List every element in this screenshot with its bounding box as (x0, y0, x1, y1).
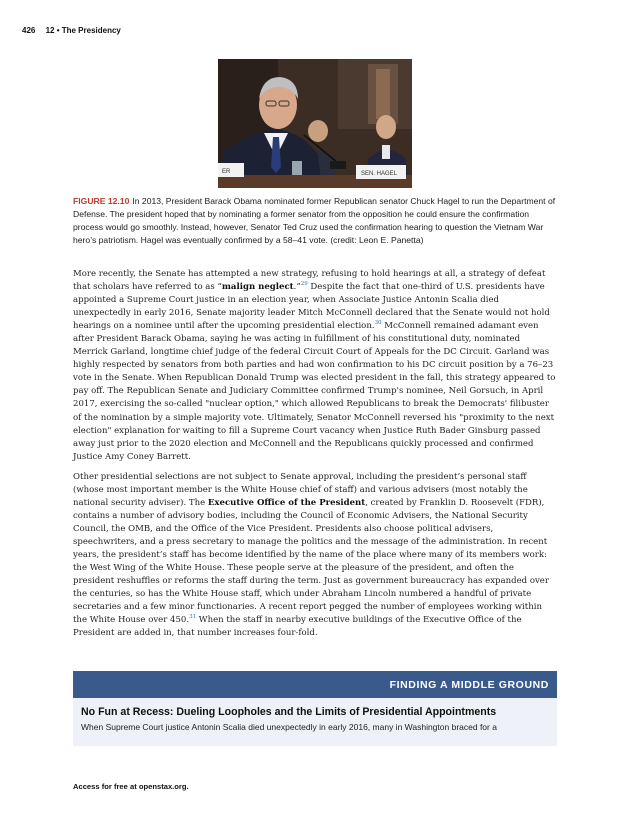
figure-caption-text: In 2013, President Barack Obama nominated former Republican senator Chuck Hagel to run the Department of Defense. The president hoped that by nominating a former senator from the opposition he could ensure the confirmation process would go smoothly. Instead, however, Senator Ted Cruz used the confirmation hearing to question the Vietnam War hero’s patriotism. Hagel was eventually confirmed by a 58–41 vote. (credit: Leon E. Panetta) (73, 196, 556, 245)
page-number: 426 (22, 26, 36, 35)
hearing-photo-illustration (218, 59, 412, 188)
footnote-31-link[interactable]: 31 (189, 614, 197, 621)
nameplate-left: ER (222, 169, 231, 175)
figure-caption (73, 195, 557, 247)
footnote-30-link[interactable]: 30 (374, 320, 382, 327)
p1-text-4: McConnell remained adamant even after President Barack Obama, saying he was acting in fulfillment of his constitutional duty, nominated Merrick Garland, longtime chief judge of the federal Circuit Court of Appeals for the DC Circuit. Garland was highly respected by senators from both parties and had won confirmation to his DC circuit position by a 76–23 vote in the Senate. When Republican Donald Trump was elected president in the fall, this strategy appeared to pay off. The Republican Senate and Judiciary Committee confirmed Trump's nominee, Neil Gorsuch, in April 2017, exercising the so-called "nuclear option," which allowed Republicans to break the Democrats' filibuster of the nomination by a simple majority vote. Ultimately, Senator McConnell reversed his "proximity to the next election" explanation for waiting to fill a Supreme Court vacancy when Justice Ruth Bader Ginsburg passed away just prior to the 2020 election and McConnell and the Republicans quickly processed and confirmed Justice Amy Coney Barrett. (73, 321, 556, 462)
p1-text-1: More recently, the Senate has attempted a new strategy, refusing to hold hearings at all, a strategy of defeat that scholars have referred to as “ (73, 269, 546, 293)
footnote-29-link[interactable]: 29 (300, 281, 308, 288)
p1-text-3: Despite the fact that one-third of U.S. presidents have appointed a Supreme Court justice in an election year, when Associate Justice Antonin Scalia died unexpectedly in early 2016, Senate majority leader Mitch McConnell declared that the Senate would not hold hearings on a nominee until after the upcoming presidential election. (73, 282, 550, 332)
p2-text-1: Other presidential selections are not subject to Senate approval, including the president’s personal staff (whose most important member is the White House chief of staff) and various advisers (most notably the national security adviser). The (73, 471, 528, 508)
chapter-title: 12 • The Presidency (45, 26, 121, 35)
p2-text-3: When the staff in nearby executive buildings of the Executive Office of the President are added in, that number increases four-fold. (73, 615, 522, 639)
paragraph-malign-neglect (73, 268, 557, 464)
p1-text-2: .” (293, 282, 301, 293)
feature-title: No Fun at Recess: Dueling Loopholes and the Limits of Presidential Appointments (81, 706, 497, 718)
feature-box (73, 698, 557, 746)
body-text (73, 268, 557, 647)
term-executive-office: Executive Office of the President (207, 497, 366, 508)
p2-text-2: , created by Franklin D. Roosevelt (FDR), contains a number of advisory bodies, including the Council of Economic Advisers, the National Security Council, the OMB, and the Office of the Vice President. Presidents also choose political advisers, speechwriters, and a press secretary to manage the politics and the message of the administration. In recent years, the president’s staff has become identified by the name of the place where many of its members work: the West Wing of the White House. These people serve at the pleasure of the president, and often the president reshuffles or reforms the staff during the term. Just as government bureaucracy has expanded over the centuries, so has the White House staff, which under Abraham Lincoln numbered a handful of private secretaries and a few minor functionaries. A recent report pegged the number of employees working within the White House over 450. (73, 497, 549, 626)
page-header (22, 26, 121, 35)
page-footer: Access for free at openstax.org. (73, 782, 189, 791)
feature-header-label: FINDING A MIDDLE GROUND (389, 678, 549, 691)
figure-label: FIGURE 12.10 (73, 196, 130, 206)
term-malign-neglect: malign neglect (221, 282, 294, 293)
paragraph-executive-office (73, 471, 557, 641)
feature-header (73, 671, 557, 698)
hearing-photo (218, 59, 412, 188)
nameplate-right: SEN. HAGEL (361, 171, 398, 177)
feature-text: When Supreme Court justice Antonin Scalia died unexpectedly in early 2016, many in Washington braced for a (81, 722, 497, 732)
